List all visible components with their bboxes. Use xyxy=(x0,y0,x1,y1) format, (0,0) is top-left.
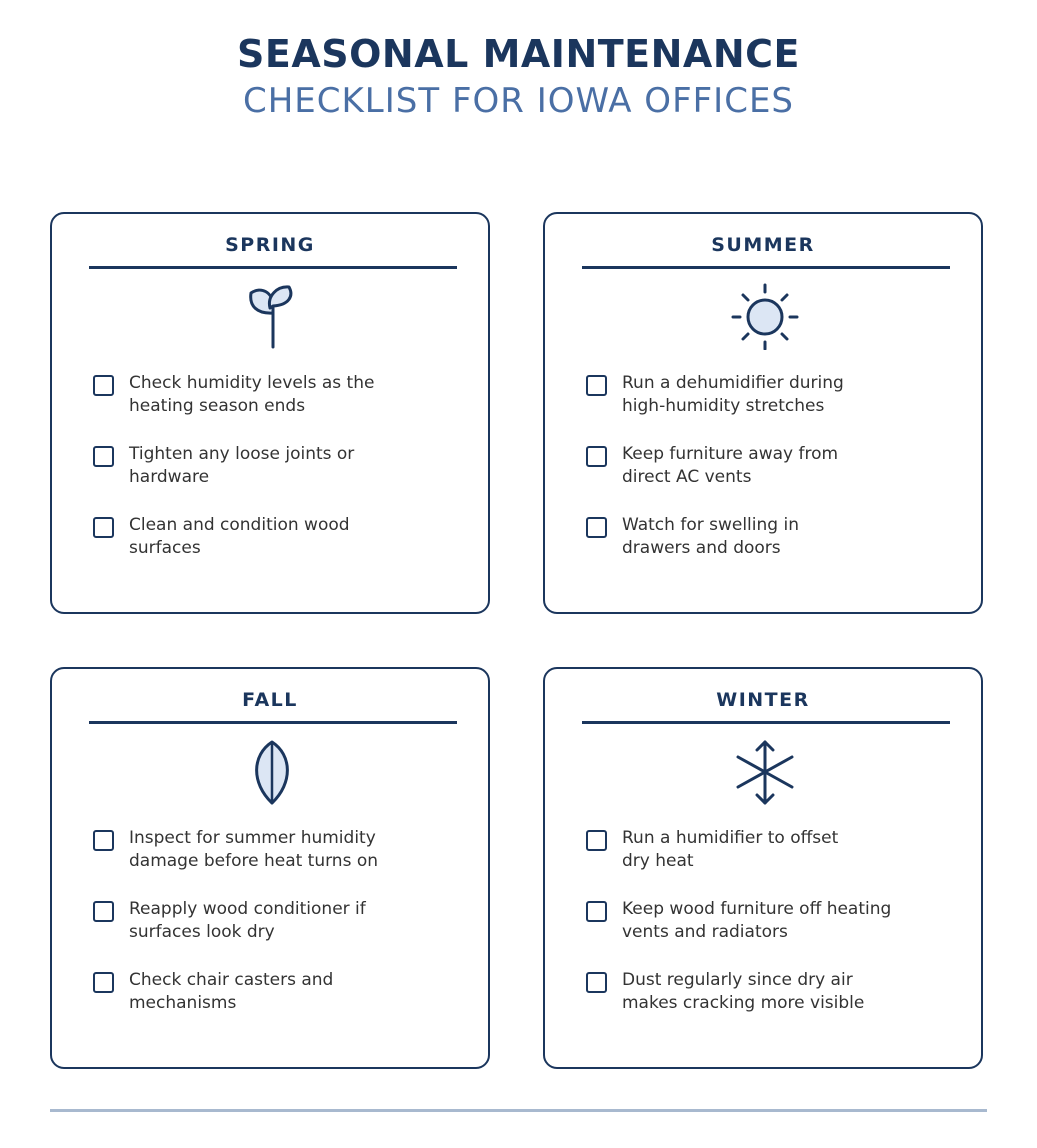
checklist-item xyxy=(585,827,955,898)
checklist xyxy=(92,827,462,1040)
checklist-item xyxy=(92,372,462,443)
page-header xyxy=(0,30,1037,124)
item-line: high-humidity stretches xyxy=(622,396,825,416)
snowflake-icon xyxy=(730,735,800,805)
checkbox[interactable] xyxy=(93,446,114,467)
item-text xyxy=(622,827,922,873)
item-line: hardware xyxy=(129,467,210,487)
title-divider xyxy=(582,266,950,269)
title-divider xyxy=(89,266,457,269)
title-divider xyxy=(89,721,457,724)
item-line: Reapply wood conditioner if xyxy=(129,899,366,919)
item-text xyxy=(622,372,922,418)
checkbox[interactable] xyxy=(93,375,114,396)
checkbox[interactable] xyxy=(93,830,114,851)
checklist-item xyxy=(92,514,462,585)
checklist-item xyxy=(585,443,955,514)
item-text xyxy=(129,827,429,873)
checkbox[interactable] xyxy=(586,830,607,851)
checkbox[interactable] xyxy=(93,517,114,538)
item-line: vents and radiators xyxy=(622,922,788,942)
item-line: Keep furniture away from xyxy=(622,444,839,464)
item-text xyxy=(622,969,922,1015)
item-line: direct AC vents xyxy=(622,467,752,487)
season-title: WINTER xyxy=(716,689,810,711)
checklist xyxy=(92,372,462,585)
checklist-item xyxy=(585,514,955,585)
checklist xyxy=(585,372,955,585)
item-text xyxy=(129,969,429,1015)
checklist-item xyxy=(92,443,462,514)
item-text xyxy=(129,372,429,418)
checklist-item xyxy=(92,898,462,969)
item-text xyxy=(129,514,429,560)
item-line: Keep wood furniture off heating xyxy=(622,899,892,919)
item-line: surfaces look dry xyxy=(129,922,275,942)
item-line: heating season ends xyxy=(129,396,306,416)
item-line: Check chair casters and xyxy=(129,970,334,990)
item-line: dry heat xyxy=(622,851,694,871)
item-line: Run a humidifier to offset xyxy=(622,828,839,848)
page-subtitle: CHECKLIST FOR IOWA OFFICES xyxy=(242,81,795,121)
item-text xyxy=(622,514,922,560)
season-card-fall xyxy=(50,667,490,1069)
checkbox[interactable] xyxy=(586,446,607,467)
sun-icon xyxy=(730,280,800,350)
item-line: Check humidity levels as the xyxy=(129,373,375,393)
item-text xyxy=(622,898,922,944)
item-text xyxy=(129,898,429,944)
item-line: makes cracking more visible xyxy=(622,993,865,1013)
item-line: damage before heat turns on xyxy=(129,851,379,871)
season-card-spring xyxy=(50,212,490,614)
leaf-icon xyxy=(237,735,307,805)
season-title: FALL xyxy=(242,689,298,711)
sprout-icon xyxy=(237,280,307,350)
page-title: SEASONAL MAINTENANCE xyxy=(237,32,800,76)
item-text xyxy=(622,443,922,489)
checkbox[interactable] xyxy=(586,517,607,538)
checkbox[interactable] xyxy=(586,972,607,993)
checklist-item xyxy=(92,827,462,898)
item-line: Dust regularly since dry air xyxy=(622,970,853,990)
footer-divider xyxy=(50,1109,987,1112)
item-line: Inspect for summer humidity xyxy=(129,828,376,848)
checkbox[interactable] xyxy=(93,972,114,993)
checkbox[interactable] xyxy=(586,375,607,396)
item-line: Run a dehumidifier during xyxy=(622,373,844,393)
checkbox[interactable] xyxy=(586,901,607,922)
item-line: Watch for swelling in xyxy=(622,515,799,535)
season-title: SUMMER xyxy=(711,234,815,256)
item-text xyxy=(129,443,429,489)
title-divider xyxy=(582,721,950,724)
item-line: Clean and condition wood xyxy=(129,515,350,535)
season-card-winter xyxy=(543,667,983,1069)
checkbox[interactable] xyxy=(93,901,114,922)
checklist-item xyxy=(585,898,955,969)
item-line: Tighten any loose joints or xyxy=(129,444,355,464)
item-line: surfaces xyxy=(129,538,201,558)
season-title: SPRING xyxy=(225,234,315,256)
item-line: drawers and doors xyxy=(622,538,781,558)
checklist-item xyxy=(585,969,955,1040)
checklist xyxy=(585,827,955,1040)
season-card-summer xyxy=(543,212,983,614)
checklist-item xyxy=(585,372,955,443)
item-line: mechanisms xyxy=(129,993,237,1013)
checklist-item xyxy=(92,969,462,1040)
